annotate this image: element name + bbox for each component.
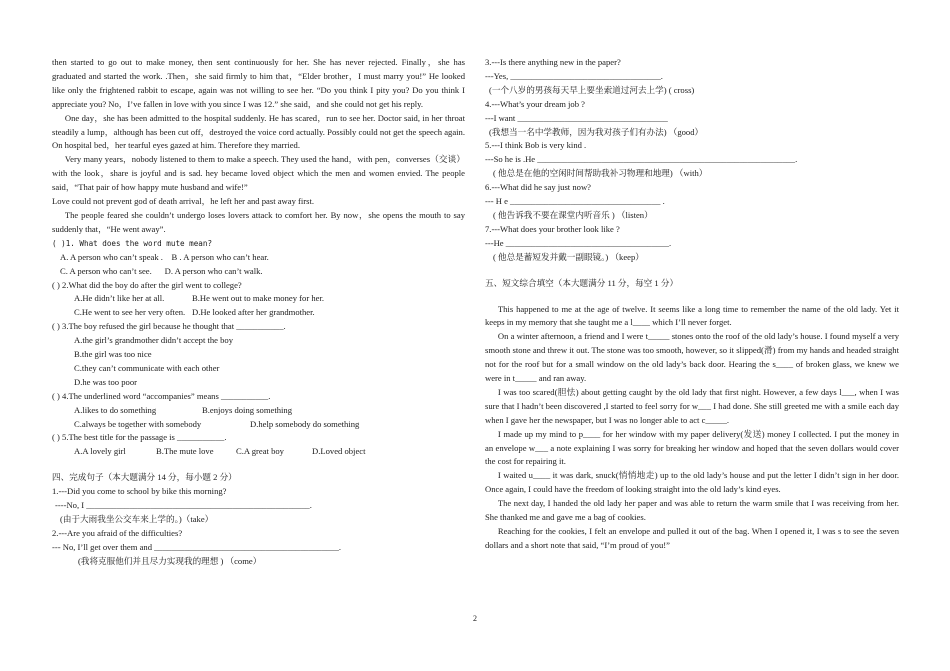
story-paragraph: One day，she has been admitted to the hospital suddenly. He has scared，run to see her. Doctor said, in her throat steadily a lump，although has been cut off，destroyed the voice cord actually. Possibly could not get the speech again. On hospital bed，her tearful eyes gazed at him. Therefore they married.: [52, 112, 465, 151]
q4-option-c: C.always be together with somebody: [74, 418, 202, 429]
question-4-stem: ( ) 4.The underlined word “accompanies” means ___________.: [52, 390, 271, 401]
cloze-paragraph: Reaching for the cookies, I felt an envelope and pulled it out of the bag. When I opened it, I was s to see the seven dollars and a short note that said, “I’m proud of you!”: [485, 526, 899, 550]
sentence-7-question: 7.---What does your brother look like ?: [485, 223, 620, 234]
sentence-3-hint: (一个八岁的男孩每天早上要坐索道过河去上学) ( cross): [489, 84, 695, 95]
story-paragraph: Love could not prevent god of death arrival，he left her and past away first.: [52, 196, 315, 207]
page-number: 2: [473, 614, 477, 623]
q2-option-c: C.He went to see her very often.: [74, 307, 186, 318]
cloze-paragraph: On a winter afternoon, a friend and I were t_____ stones onto the roof of the old lady’s house. I found myself a very smooth stone and threw it out. The stone was too smooth, however, so it slipped(滑) from my hands and headed straight not for the roof but for a small window on the old lady’s back door. Hearing the s____ of broken glass, we knew we were in t_____ and ran away.: [485, 331, 899, 384]
section-5-title: 五、短文综合填空（本大题满分 11 分，每空 1 分）: [485, 277, 679, 288]
q1-option-c: C. A person who can’t see.: [60, 265, 152, 276]
question-1-options-ab: [52, 251, 465, 265]
q4-option-a: A.likes to do something: [74, 404, 157, 415]
spacer: [485, 265, 899, 277]
question-1-options-cd: [52, 265, 465, 279]
q4-option-d: D.help somebody do something: [250, 418, 360, 429]
sentence-6-answer-line: --- H e ___________________________________ .: [485, 196, 665, 207]
question-4-options-cd: [52, 418, 465, 432]
q3-option-d: D.he was too poor: [74, 376, 138, 387]
q5-option-d: D.Loved object: [312, 446, 366, 457]
question-5-stem: ( ) 5.The best title for the passage is ___________.: [52, 432, 227, 443]
question-2-stem: ( ) 2.What did the boy do after the girl went to college?: [52, 279, 242, 290]
cloze-paragraph: The next day, I handed the old lady her paper and was able to return the warm smile that I was receiving from her. She thanked me and gave me a bag of cookies.: [485, 498, 899, 523]
sentence-1-answer-line: ----No, I ____________________________________________________.: [55, 500, 312, 511]
q2-option-b: B.He went out to make money for her.: [192, 293, 324, 304]
sentence-5-question: 5.---I think Bob is very kind .: [485, 140, 587, 151]
q2-option-d: D.He looked after her grandmother.: [192, 307, 315, 318]
q1-option-a: A. A person who can’t speak .: [60, 251, 163, 262]
q3-option-c: C.they can’t communicate with each other: [74, 362, 220, 373]
cloze-paragraph: This happened to me at the age of twelve. It seems like a long time to remember the name of the old lady. Yet it keeps in my memory that she taught me a l____ which I’ll never forget.: [485, 303, 899, 328]
sentence-4-answer-line: ---I want ___________________________________: [485, 112, 668, 123]
sentence-4-hint: (我想当一名中学教师，因为我对孩子们有办法) （good）: [489, 126, 704, 137]
cloze-paragraph: I waited u____ it was dark, snuck(悄悄地走) up to the old lady’s house and put the letter I didn’t sign in her door. Once again, I could have the freedom of looking straight into the old lady’s kind eyes.: [485, 470, 899, 495]
q5-option-a: A.A lovely girl: [74, 446, 126, 457]
sentence-3-answer-line: ---Yes, ___________________________________.: [485, 70, 663, 81]
story-paragraph: then started to go out to make money, then sent continuously for her. She has never rejected. Finally，she has graduated and started the work. .Then，she said firmly to him that，“Elder brother，I must marry you!” He looked like only the frightened rabbit to escape, again was not willing to see her. “Do you think I pity you? Do you think I appreciate you? No，I’ve fallen in love with you since I was 12.” she said，and she could not get his reply.: [52, 57, 465, 109]
sentence-2-question: 2.---Are you afraid of the difficulties?: [52, 527, 183, 538]
story-paragraph: The people feared she couldn’t undergo loses lovers attack to comfort her. By now，she opens the mouth to say suddenly that，“He went away”.: [52, 209, 465, 234]
sentence-1-question: 1.---Did you come to school by bike this morning?: [52, 486, 227, 497]
question-3-stem: ( ) 3.The boy refused the girl because he thought that ___________.: [52, 321, 286, 332]
cloze-paragraph: I was too scared(胆怯) about getting caught by the old lady that first night. However, a few days l___, when I was sure that I hadn’t been discovered ,I started to feel sorry for w___ I had done. She still greeted me with a smile each day when I gave her the newspaper, but I was no longer able to act c_____.: [485, 386, 899, 425]
sentence-6-hint: ( 他告诉我不要在课堂内听音乐 ) （listen）: [493, 209, 653, 220]
story-paragraph: Very many years，nobody listened to them to make a speech. They used the hand，with pen，converses（交谈） with the look，share is joyful and is sad. hey became loved object which the men and women envied. The people said，“That pair of how happy mute husband and wife!”: [52, 154, 465, 193]
sentence-3-question: 3.---Is there anything new in the paper?: [485, 57, 621, 67]
q1-option-d: D. A person who can’t walk.: [164, 265, 263, 276]
sentence-5-hint: ( 他总是在他的空闲时间帮助我补习物理和地理) （with）: [493, 168, 708, 179]
question-2-options-cd: [52, 306, 465, 320]
right-column: [485, 56, 899, 553]
spacer: [52, 459, 465, 471]
question-5-options: [52, 445, 465, 459]
sentence-2-hint: (我将克服他们并且尽力实现我的理想 ) （come）: [78, 555, 262, 566]
spacer: [485, 291, 899, 303]
sentence-2-answer-line: --- No, I’ll get over them and ___________________________________________.: [52, 541, 342, 552]
sentence-7-hint: ( 他总是蓄短发并戴一副眼镜。) （keep）: [493, 251, 644, 262]
q3-option-a: A.the girl’s grandmother didn’t accept the boy: [74, 335, 234, 346]
sentence-7-answer-line: ---He ______________________________________.: [485, 237, 672, 248]
sentence-5-answer-line: ---So he is .He ____________________________________________________________.: [485, 154, 798, 165]
q5-option-c: C.A great boy: [236, 446, 284, 457]
q4-option-b: B.enjoys doing something: [202, 404, 292, 415]
q2-option-a: A.He didn’t like her at all.: [74, 293, 165, 304]
q1-option-b: B . A person who can’t hear.: [171, 251, 269, 262]
sentence-1-hint: (由于大雨我坐公交车来上学的。)（take）: [60, 514, 214, 524]
section-4-title: 四、完成句子（本大题满分 14 分，每小题 2 分）: [52, 472, 237, 483]
sentence-6-question: 6.---What did he say just now?: [485, 182, 591, 193]
left-column: [52, 56, 465, 569]
question-4-options-ab: [52, 404, 465, 418]
question-2-options-ab: [52, 292, 465, 306]
sentence-4-question: 4.---What’s your dream job ?: [485, 98, 585, 109]
cloze-paragraph: I made up my mind to p____ for her window with my paper delivery(发送) money I collected. I put the money in an envelope w___ a note explaining I was sorry for breaking her window and hoped that the seven dollars would cover the cost for repairing it.: [485, 428, 899, 467]
q3-option-b: B.the girl was too nice: [74, 349, 152, 360]
q5-option-b: B.The mute love: [156, 446, 214, 457]
question-1-stem: ( )1. What does the word mute mean?: [52, 238, 213, 248]
